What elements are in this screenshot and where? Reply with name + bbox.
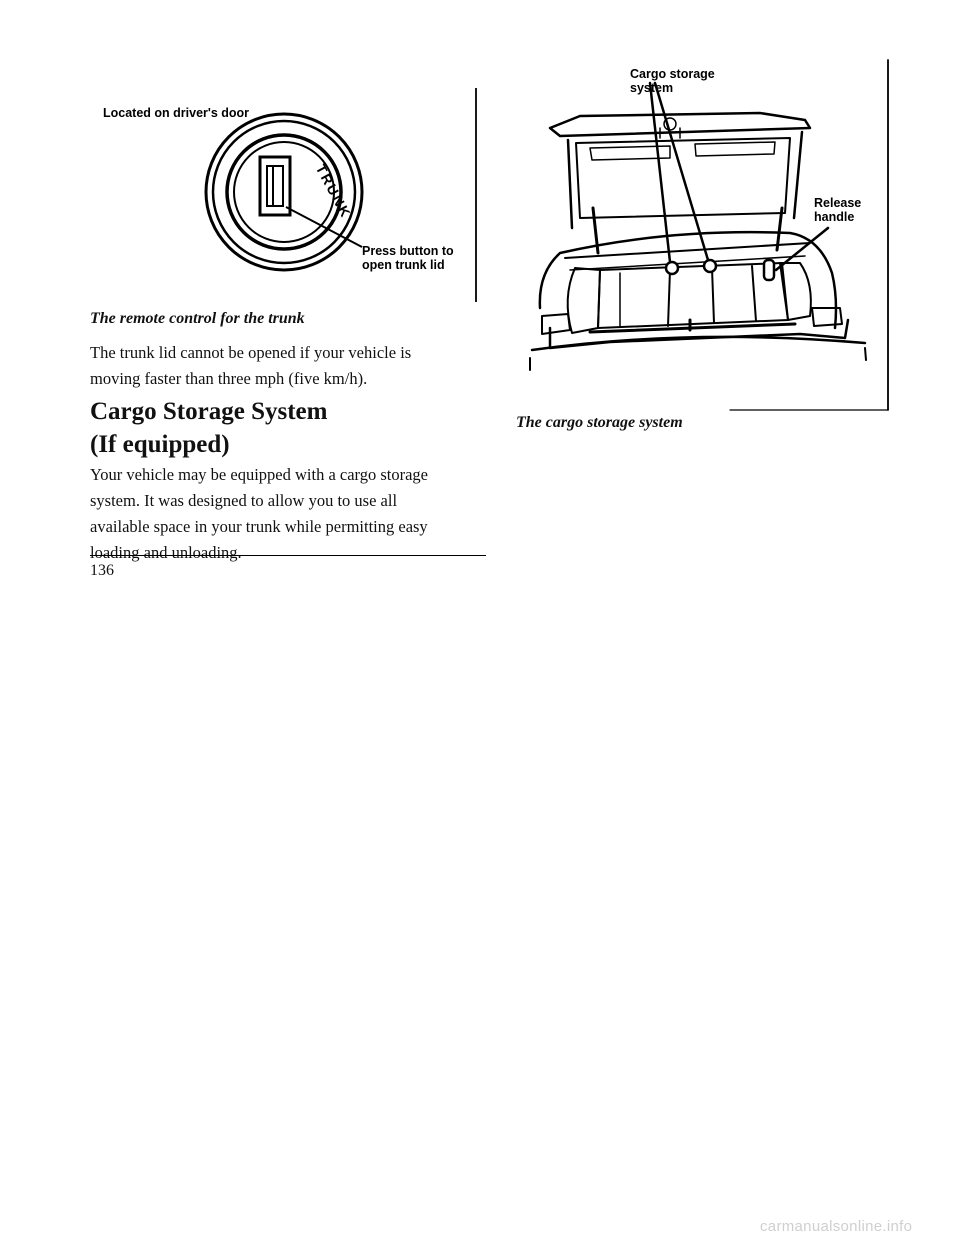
label-release-handle-line2: handle bbox=[814, 210, 855, 224]
paragraph-cargo-storage bbox=[90, 462, 490, 566]
trunk-button-figure bbox=[90, 82, 480, 304]
paragraph-trunk-speed bbox=[90, 340, 490, 392]
section-heading bbox=[90, 395, 490, 461]
footer-watermark: carmanualsonline.info bbox=[760, 1218, 913, 1235]
label-cargo-storage-line1: Cargo storage bbox=[630, 67, 715, 81]
paragraph-line: moving faster than three mph (five km/h). bbox=[90, 369, 368, 388]
label-cargo-storage-line2: system bbox=[630, 81, 674, 95]
page-divider bbox=[90, 555, 486, 556]
open-trunk-illustration-icon bbox=[520, 58, 900, 414]
paragraph-line: Your vehicle may be equipped with a cargo storage bbox=[90, 465, 429, 484]
label-release-handle-line1: Release bbox=[814, 196, 862, 210]
heading-line: (If equipped) bbox=[90, 431, 230, 458]
paragraph-line: The trunk lid cannot be opened if your vehicle is bbox=[90, 343, 412, 362]
label-trunk: TRUNK bbox=[312, 161, 355, 222]
figure-caption-left: The remote control for the trunk bbox=[90, 310, 305, 327]
page-number: 136 bbox=[90, 562, 114, 579]
heading-line: Cargo Storage System bbox=[90, 398, 328, 425]
paragraph-line: available space in your trunk while permitting easy bbox=[90, 517, 428, 536]
label-located-on-drivers-door: Located on driver's door bbox=[103, 106, 250, 120]
paragraph-line: loading and unloading. bbox=[90, 543, 242, 562]
paragraph-line: system. It was designed to allow you to use all bbox=[90, 491, 398, 510]
cargo-storage-figure bbox=[520, 58, 900, 414]
figure-caption-right: The cargo storage system bbox=[516, 414, 683, 431]
label-press-button-line2: open trunk lid bbox=[362, 258, 445, 272]
label-press-button-line1: Press button to bbox=[362, 244, 454, 258]
